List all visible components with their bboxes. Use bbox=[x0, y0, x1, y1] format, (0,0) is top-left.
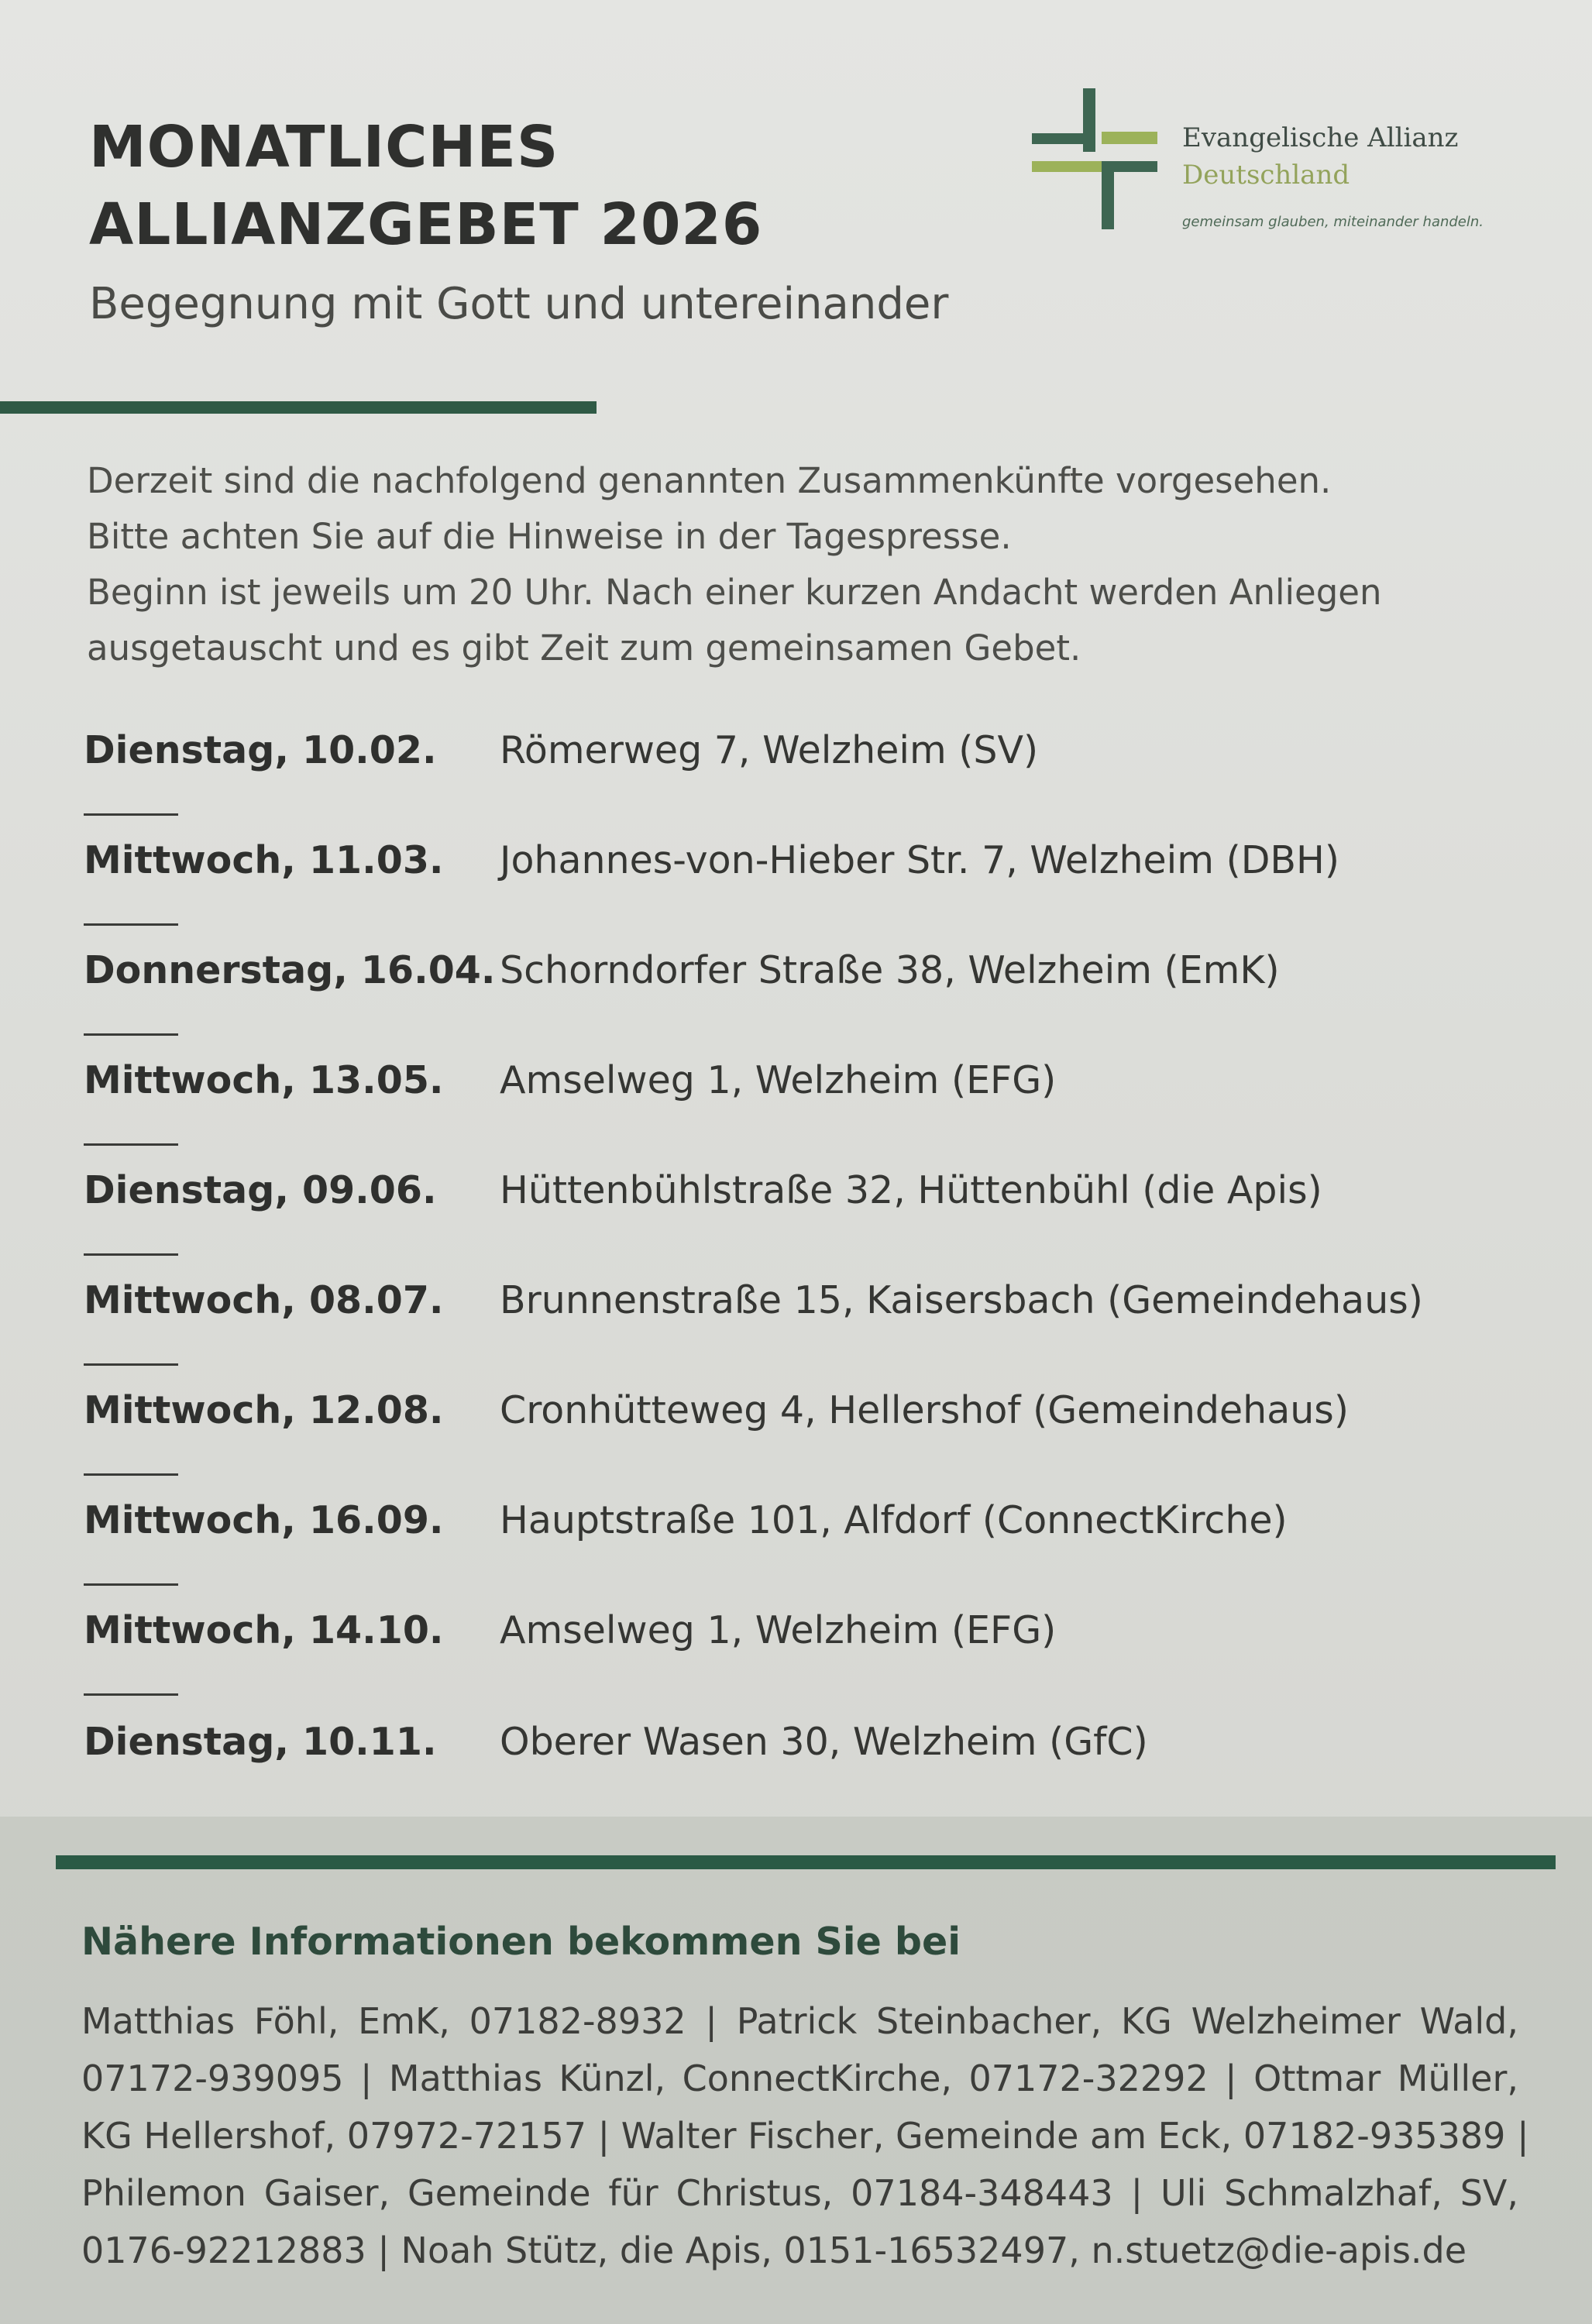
schedule-row bbox=[84, 948, 1517, 1010]
schedule-place: Brunnenstraße 15, Kaisersbach (Gemeindehaus) bbox=[500, 1278, 1423, 1322]
contact-line: Philemon Gaiser, Gemeinde für Christus, 07184-348443 | Uli Schmalzhaf, SV, bbox=[81, 2172, 1518, 2214]
schedule-row bbox=[84, 1058, 1517, 1120]
title-line-2: ALLIANZGEBET 2026 bbox=[89, 191, 763, 258]
schedule-date: Mittwoch, 12.08. bbox=[84, 1388, 444, 1432]
bottom-divider bbox=[56, 1855, 1556, 1869]
row-separator bbox=[84, 1583, 178, 1586]
intro-line: ausgetauscht und es gibt Zeit zum gemeinsamen Gebet. bbox=[87, 627, 1081, 669]
row-separator bbox=[84, 813, 178, 816]
row-separator bbox=[84, 1363, 178, 1366]
schedule-place: Oberer Wasen 30, Welzheim (GfC) bbox=[500, 1720, 1148, 1764]
logo-name: Evangelische Allianz bbox=[1182, 122, 1459, 153]
schedule-date: Dienstag, 10.02. bbox=[84, 728, 437, 772]
row-separator bbox=[84, 1253, 178, 1256]
schedule-place: Schorndorfer Straße 38, Welzheim (EmK) bbox=[500, 948, 1280, 992]
schedule-place: Hüttenbühlstraße 32, Hüttenbühl (die Apis) bbox=[500, 1168, 1322, 1212]
schedule-place: Amselweg 1, Welzheim (EFG) bbox=[500, 1058, 1057, 1102]
page-subtitle: Begegnung mit Gott und untereinander bbox=[89, 279, 949, 329]
schedule-row bbox=[84, 838, 1517, 900]
row-separator bbox=[84, 1143, 178, 1146]
row-separator bbox=[84, 923, 178, 926]
title-line-1: MONATLICHES bbox=[89, 114, 559, 180]
schedule-row bbox=[84, 1388, 1517, 1450]
intro-line: Bitte achten Sie auf die Hinweise in der Tagespresse. bbox=[87, 516, 1012, 557]
row-separator bbox=[84, 1033, 178, 1036]
schedule-place: Cronhütteweg 4, Hellershof (Gemeindehaus) bbox=[500, 1388, 1349, 1432]
cross-logo-icon bbox=[1030, 85, 1162, 232]
row-separator bbox=[84, 1473, 178, 1476]
schedule-date: Mittwoch, 11.03. bbox=[84, 838, 444, 882]
schedule-date: Mittwoch, 14.10. bbox=[84, 1608, 444, 1652]
contact-list bbox=[81, 1992, 1529, 2279]
schedule-date: Dienstag, 09.06. bbox=[84, 1168, 437, 1212]
row-separator bbox=[84, 1693, 178, 1696]
page-title bbox=[89, 108, 762, 263]
schedule-place: Römerweg 7, Welzheim (SV) bbox=[500, 728, 1039, 772]
logo-country: Deutschland bbox=[1182, 160, 1350, 191]
intro-line: Derzeit sind die nachfolgend genannten Zusammenkünfte vorgesehen. bbox=[87, 460, 1332, 501]
intro-text bbox=[87, 453, 1504, 676]
schedule-date: Donnerstag, 16.04. bbox=[84, 948, 496, 992]
schedule-place: Johannes-von-Hieber Str. 7, Welzheim (DBH) bbox=[500, 838, 1340, 882]
contact-line: 0176-92212883 | Noah Stütz, die Apis, 0151-16532497, n.stuetz@die-apis.de bbox=[81, 2229, 1467, 2271]
top-divider bbox=[0, 401, 597, 414]
logo bbox=[1030, 85, 1557, 240]
schedule-place: Amselweg 1, Welzheim (EFG) bbox=[500, 1608, 1057, 1652]
info-heading: Nähere Informationen bekommen Sie bei bbox=[81, 1920, 961, 1964]
contact-line: Matthias Föhl, EmK, 07182-8932 | Patrick Steinbacher, KG Welzheimer Wald, bbox=[81, 2000, 1518, 2042]
schedule-place: Hauptstraße 101, Alfdorf (ConnectKirche) bbox=[500, 1498, 1288, 1542]
contact-line: KG Hellershof, 07972-72157 | Walter Fischer, Gemeinde am Eck, 07182-935389 | bbox=[81, 2115, 1529, 2157]
schedule-row bbox=[84, 1168, 1517, 1230]
schedule-date: Mittwoch, 16.09. bbox=[84, 1498, 444, 1542]
schedule-date: Mittwoch, 08.07. bbox=[84, 1278, 444, 1322]
intro-line: Beginn ist jeweils um 20 Uhr. Nach einer kurzen Andacht werden Anliegen bbox=[87, 572, 1382, 613]
logo-tagline: gemeinsam glauben, miteinander handeln. bbox=[1182, 214, 1484, 230]
schedule-row bbox=[84, 1608, 1517, 1670]
schedule-row bbox=[84, 1720, 1517, 1782]
schedule-row bbox=[84, 1498, 1517, 1560]
contact-line: 07172-939095 | Matthias Künzl, ConnectKirche, 07172-32292 | Ottmar Müller, bbox=[81, 2058, 1518, 2099]
schedule-row bbox=[84, 1278, 1517, 1340]
schedule-date: Dienstag, 10.11. bbox=[84, 1720, 437, 1764]
schedule-row bbox=[84, 728, 1517, 790]
schedule-date: Mittwoch, 13.05. bbox=[84, 1058, 444, 1102]
